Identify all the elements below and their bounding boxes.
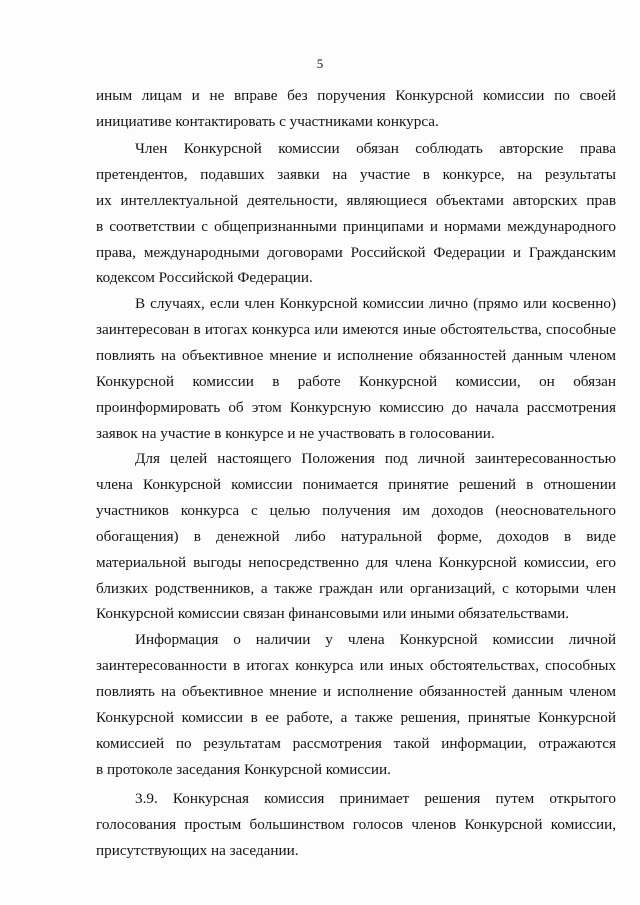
paragraph-line: материальной выгоды непосредственно для члена Конкурсной комиссии, его <box>96 554 616 571</box>
paragraph-line: В случаях, если член Конкурсной комиссии лично (прямо или косвенно) <box>135 295 616 312</box>
paragraph-line: их интеллектуальной деятельности, являющиеся объектами авторских прав <box>96 192 616 209</box>
paragraph-line: Конкурсной комиссии связан финансовыми или иными обязательствами. <box>96 605 569 622</box>
paragraph-line: участников конкурса с целью получения им доходов (неосновательного <box>96 502 616 519</box>
paragraph-line: 3.9. Конкурсная комиссия принимает решения путем открытого <box>135 790 616 807</box>
paragraph-line: повлиять на объективное мнение и исполнение обязанностей данным членом <box>96 347 616 364</box>
paragraph-line: кодексом Российской Федерации. <box>96 269 313 286</box>
paragraph-line: близких родственников, а также граждан или организаций, с которыми член <box>96 580 616 597</box>
paragraph-line: обогащения) в денежной либо натуральной форме, доходов в виде <box>96 528 616 545</box>
paragraph-line: члена Конкурсной комиссии понимается принятие решений в отношении <box>96 476 616 493</box>
page-number: 5 <box>316 56 324 71</box>
paragraph-line: повлиять на объективное мнение и исполнение обязанностей данным членом <box>96 683 616 700</box>
paragraph-line: в соответствии с общепризнанными принципами и нормами международного <box>96 218 616 235</box>
paragraph-line: присутствующих на заседании. <box>96 842 299 859</box>
paragraph-line: Для целей настоящего Положения под личной заинтересованностью <box>135 450 616 467</box>
paragraph-line: проинформировать об этом Конкурсную комиссию до начала рассмотрения <box>96 399 616 416</box>
paragraph-line: Конкурсной комиссии в работе Конкурсной комиссии, он обязан <box>96 373 616 390</box>
paragraph-line: в протоколе заседания Конкурсной комиссии. <box>96 761 391 778</box>
paragraph-line: Информация о наличии у члена Конкурсной комиссии личной <box>135 631 616 648</box>
paragraph-line: права, международными договорами Российской Федерации и Гражданским <box>96 244 616 261</box>
paragraph-line: Член Конкурсной комиссии обязан соблюдать авторские права <box>135 140 616 157</box>
paragraph-line: иным лицам и не вправе без поручения Конкурсной комиссии по своей <box>96 87 616 104</box>
paragraph-line: заявок на участие в конкурсе и не участвовать в голосовании. <box>96 425 495 442</box>
paragraph-line: заинтересован в итогах конкурса или имеются иные обстоятельства, способные <box>96 321 616 338</box>
paragraph-line: претендентов, подавших заявки на участие в конкурсе, на результаты <box>96 166 616 183</box>
paragraph-line: заинтересованности в итогах конкурса или иных обстоятельствах, способных <box>96 657 616 674</box>
paragraph-line: инициативе контактировать с участниками конкурса. <box>96 113 439 130</box>
paragraph-line: голосования простым большинством голосов членов Конкурсной комиссии, <box>96 816 616 833</box>
paragraph-line: Конкурсной комиссии в ее работе, а также решения, принятые Конкурсной <box>96 709 616 726</box>
paragraph-line: комиссией по результатам рассмотрения такой информации, отражаются <box>96 735 616 752</box>
